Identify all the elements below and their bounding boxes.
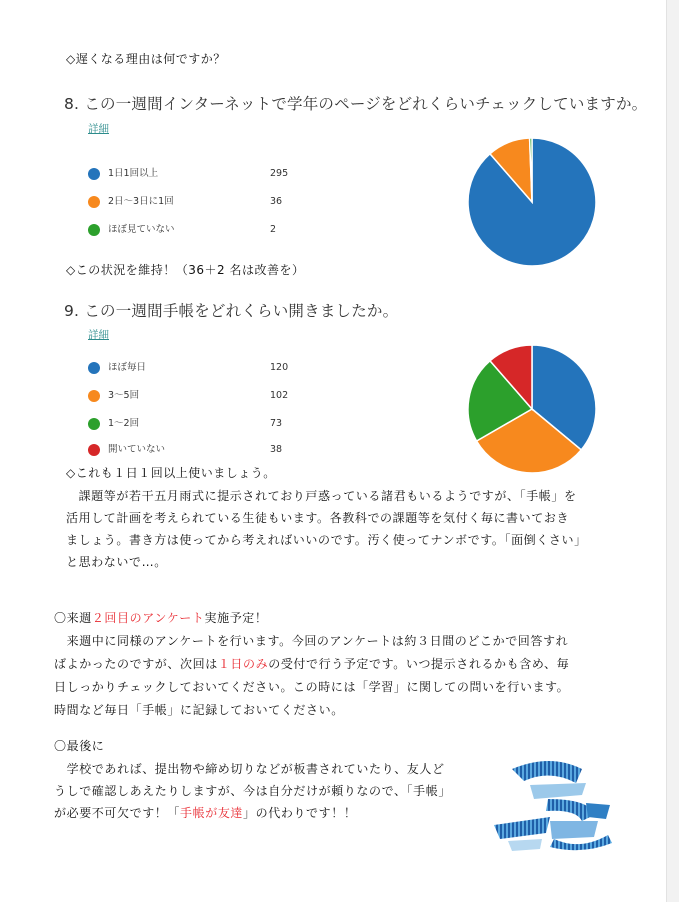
legend-dot-icon [88,444,100,456]
last-line: うしで確認しあえたりしますが、今は自分だけが頼りなので、「手帳」 [54,784,451,798]
q9-pie-chart [466,343,598,475]
q9-title: 9. この一週間手帳をどれくらい開きましたか。 [64,302,399,320]
survey-line: 時間など毎日「手帳」に記録しておいてください。 [54,703,344,717]
survey-heading [54,607,268,629]
legend-label: 3～5回 [108,390,140,401]
legend-dot-icon [88,196,100,208]
legend-dot-icon [88,168,100,180]
legend-count: 36 [270,196,283,207]
survey-line [54,653,569,675]
legend-dot-icon [88,224,100,236]
legend-label: 開いていない [108,444,166,455]
survey-line2-post: の受付で行う予定です。いつ提示されるかも含め、毎 [268,657,570,671]
legend-dot-icon [88,390,100,402]
last-heading: 〇最後に [54,739,105,753]
last-line3-post: 」の代わりです！！ [243,806,357,820]
q8-detail-link[interactable]: 詳細 [88,123,109,135]
survey-heading-pre: 〇来週 [54,611,92,625]
q9-body-line: と思わないで…。 [66,555,167,569]
survey-heading-highlight: ２回目のアンケート [91,611,205,625]
late-reason-question: ◇遅くなる理由は何ですか？ [66,52,226,66]
legend-count: 38 [270,444,283,455]
legend-count: 120 [270,362,289,373]
q9-body-line: 課題等が若干五月雨式に提示されており戸惑っている諸君もいるようですが、「手帳」を [66,489,577,503]
last-line3-pre: が必要不可欠です！「 [54,806,181,820]
legend-dot-icon [88,418,100,430]
survey-heading-post: 実施予定！ [204,611,268,625]
last-line [54,802,356,824]
q9-comment: ◇これも１日１回以上使いましょう。 [66,466,276,480]
survey-line: 日しっかりチェックしておいてください。この時には「学習」に関しての問いを行います。 [54,680,570,694]
q9-legend-item [88,360,308,376]
q8-pie-chart [466,136,598,268]
legend-count: 73 [270,418,283,429]
last-line: 学校であれば、提出物や締め切りなどが板書されていたり、友人ど [54,762,445,776]
grade-logo-icon [490,755,620,853]
q9-body-line: ましょう。書き方は使ってから考えればいいのです。汚く使ってナンボです。「面倒くさい」 [66,533,587,547]
q8-title: 8. この一週間インターネットで学年のページをどれくらいチェックしていますか。 [64,95,648,113]
legend-count: 102 [270,390,289,401]
page-edge [666,0,679,902]
q8-legend-item [88,222,308,238]
survey-line: 来週中に同様のアンケートを行います。今回のアンケートは約３日間のどこかで回答すれ [54,634,569,648]
q9-detail-link[interactable]: 詳細 [88,329,109,341]
legend-label: 2日～3日に1回 [108,196,174,207]
survey-line2-pre: ばよかったのですが、次回は [54,657,218,671]
legend-label: 1日1回以上 [108,168,159,179]
last-line3-highlight: 手帳が友達 [180,806,244,820]
q8-legend-item [88,166,308,182]
legend-label: ほぼ毎日 [108,362,147,373]
legend-label: 1～2回 [108,418,140,429]
legend-count: 295 [270,168,289,179]
survey-line2-highlight: １日のみ [217,657,269,671]
legend-dot-icon [88,362,100,374]
q9-body-line: 活用して計画を考えられている生徒もいます。各教科での課題等を気付く毎に書いておき [66,511,570,525]
q9-legend-item [88,416,308,432]
legend-count: 2 [270,224,277,235]
q9-legend-item [88,442,308,458]
q8-legend-item [88,194,308,210]
q8-comment: ◇この状況を維持！（36＋2 名は改善を） [66,263,305,277]
legend-label: ほぼ見ていない [108,224,175,235]
q9-legend-item [88,388,308,404]
